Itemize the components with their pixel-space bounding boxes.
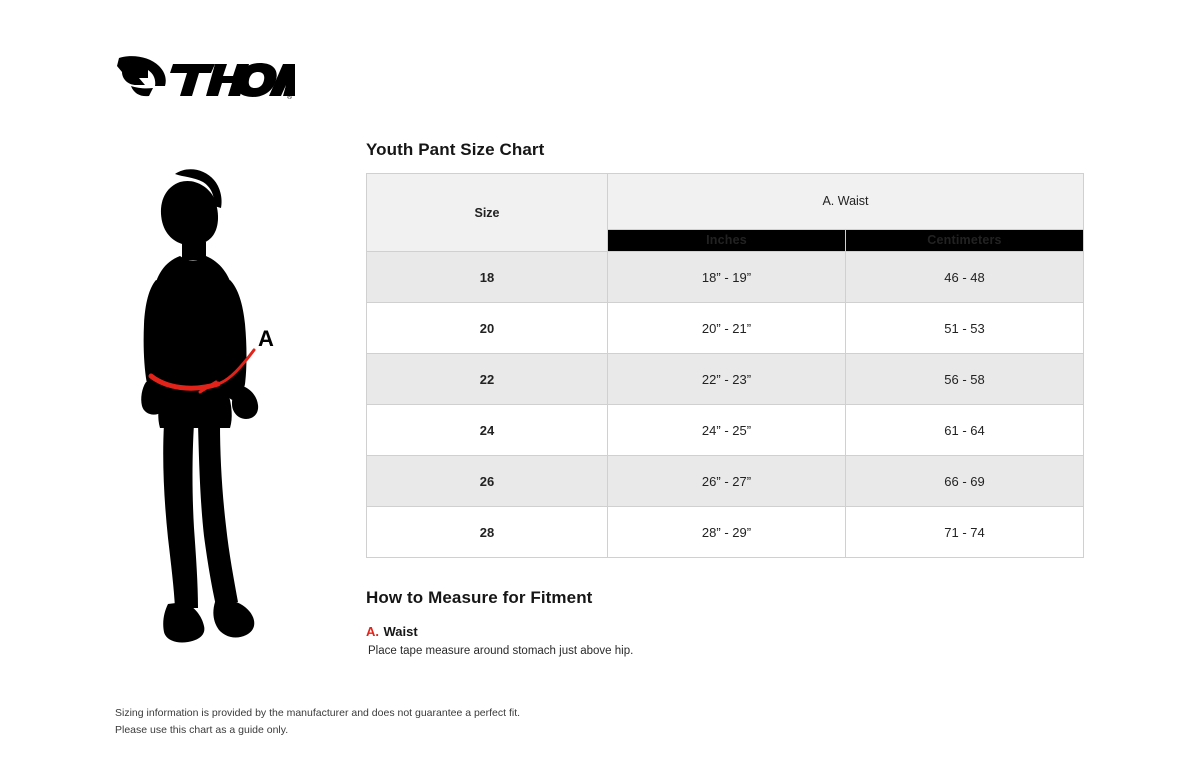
footnote (115, 705, 520, 740)
table-head (367, 174, 1084, 252)
table-row (367, 405, 1084, 456)
size-chart-table (366, 173, 1084, 558)
cell-size: 26 (367, 456, 608, 507)
column-header-size: Size (367, 174, 608, 252)
cell-size: 28 (367, 507, 608, 558)
cell-size: 20 (367, 303, 608, 354)
cell-inches: 28” - 29” (608, 507, 846, 558)
cell-inches: 24” - 25” (608, 405, 846, 456)
cell-size: 18 (367, 252, 608, 303)
footnote-line-2: Please use this chart as a guide only. (115, 724, 289, 737)
table-body (367, 252, 1084, 558)
table-row (367, 507, 1084, 558)
table-row (367, 252, 1084, 303)
measure-description: Place tape measure around stomach just above hip. (368, 645, 634, 657)
body-silhouette-figure (120, 160, 340, 670)
cell-inches: 22” - 23” (608, 354, 846, 405)
cell-centimeters: 46 - 48 (846, 252, 1084, 303)
cell-centimeters: 71 - 74 (846, 507, 1084, 558)
cell-centimeters: 51 - 53 (846, 303, 1084, 354)
brand-logo (115, 52, 295, 107)
column-header-inches: Inches (608, 229, 846, 251)
callout-letter-a: A (258, 326, 274, 351)
column-header-group-waist: A. Waist (608, 174, 1084, 230)
svg-text:®: ® (287, 94, 293, 101)
cell-size: 22 (367, 354, 608, 405)
measure-letter: A. (366, 624, 379, 639)
table-header-row-1 (367, 174, 1084, 230)
measure-instruction-block (366, 623, 886, 657)
cell-centimeters: 61 - 64 (846, 405, 1084, 456)
cell-inches: 20” - 21” (608, 303, 846, 354)
thor-helmet-logo (115, 52, 295, 107)
cell-inches: 26” - 27” (608, 456, 846, 507)
cell-size: 24 (367, 405, 608, 456)
table-row (367, 354, 1084, 405)
cell-centimeters: 56 - 58 (846, 354, 1084, 405)
footnote-line-1: Sizing information is provided by the manufacturer and does not guarantee a perfect fit. (115, 707, 521, 719)
table-row (367, 303, 1084, 354)
how-to-measure-title: How to Measure for Fitment (366, 588, 593, 607)
cell-centimeters: 66 - 69 (846, 456, 1084, 507)
table-row (367, 456, 1084, 507)
page-title: Youth Pant Size Chart (366, 140, 545, 159)
measure-label: Waist (383, 624, 418, 639)
column-header-centimeters: Centimeters (846, 229, 1084, 251)
cell-inches: 18” - 19” (608, 252, 846, 303)
